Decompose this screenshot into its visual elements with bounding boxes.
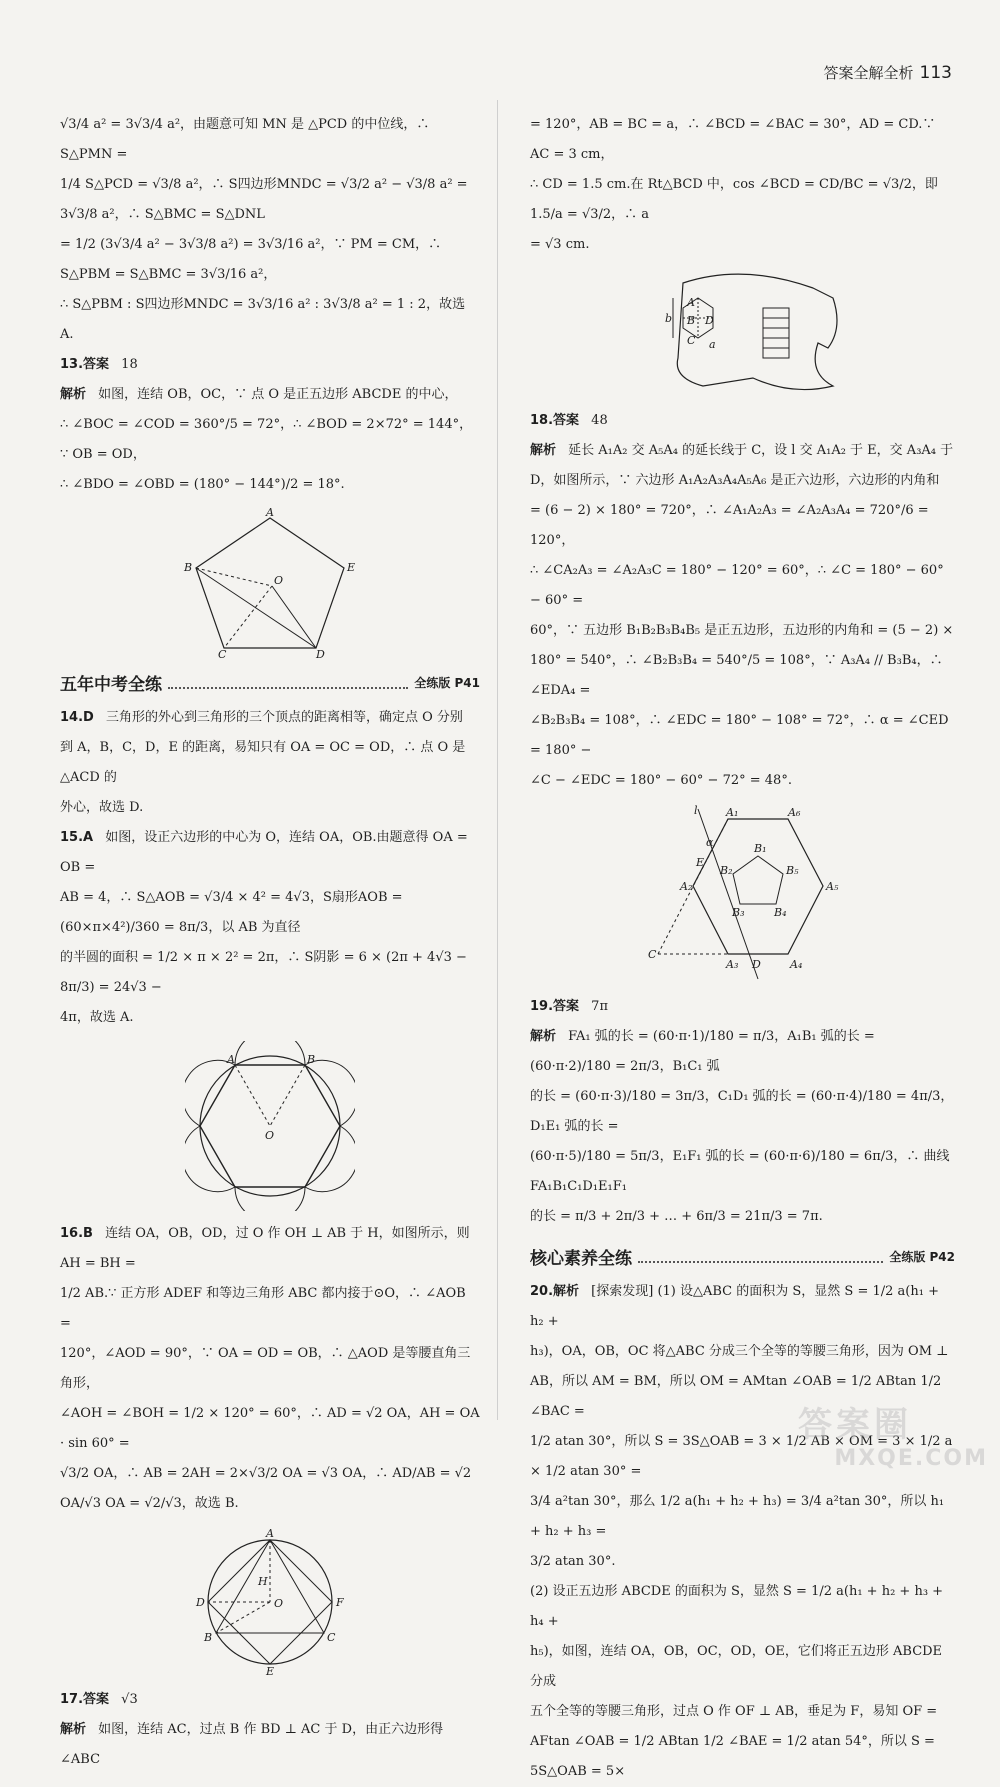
text-line	[530, 1277, 955, 1337]
fig-label: A	[686, 296, 695, 309]
q13-answer	[60, 350, 480, 380]
hexagon-flower-figure	[60, 1041, 480, 1211]
fig-label: D	[196, 1596, 205, 1609]
q15-line: 如图，设正六边形的中心为 O，连结 OA，OB.由题意得 OA = OB =	[60, 830, 468, 875]
q13-analysis-label: 解析	[60, 387, 87, 402]
section-dots	[168, 677, 408, 689]
circle-square-triangle-figure	[60, 1527, 480, 1677]
fig-label: B₁	[753, 842, 766, 855]
pentagon-diagram	[180, 508, 360, 658]
text-line: ∴ ∠BDO = ∠OBD = (180° − 144°)/2 = 18°.	[60, 477, 345, 492]
fig-label: C	[686, 334, 695, 347]
inscribed-shapes-diagram	[190, 1527, 350, 1677]
fig-label: B₃	[731, 906, 744, 919]
q15-label: 15.A	[60, 830, 94, 845]
fig-label: B₅	[785, 864, 798, 877]
text-line: 1/2 atan 30°，所以 S = 3S△OAB = 3 × 1/2 AB × OM = 3 × 1/2 a × 1/2 atan 30° =	[530, 1434, 953, 1479]
column-divider	[497, 100, 498, 1420]
section-ref: 全练版 P42	[889, 1250, 955, 1264]
fig-label: A	[227, 1053, 235, 1066]
text-line: ∴ ∠CA₂A₃ = ∠A₂A₃C = 180° − 120° = 60°，∴ ∠C = 180° − 60° − 60° =	[530, 563, 944, 608]
fig-label: A	[266, 1527, 274, 1540]
pentagon-figure	[60, 508, 480, 658]
fig-label: D	[316, 648, 325, 658]
fig-label: E	[347, 561, 356, 574]
fig-label: B	[686, 314, 695, 327]
text-line: = (6 − 2) × 180° = 720°，∴ ∠A₁A₂A₃ = ∠A₂A₃A₄ = 720°/6 = 120°，	[530, 503, 929, 548]
wrench-diagram	[643, 268, 843, 398]
fig-label: l	[693, 804, 698, 817]
text-line	[60, 703, 480, 733]
text-line: AB，所以 AM = BM，所以 OM = AMtan ∠OAB = 1/2 ABtan 1/2 ∠BAC =	[530, 1374, 942, 1419]
q13-answer-value: 18	[121, 357, 138, 372]
watermark	[798, 1397, 988, 1471]
fig-label: O	[274, 1597, 284, 1610]
fig-label: b	[664, 312, 672, 325]
q19-line: FA₁ 弧的长 = (60·π·1)/180 = π/3，A₁B₁ 弧的长 = (60·π·2)/180 = 2π/3，B₁C₁ 弧	[530, 1029, 875, 1074]
q14-line: 三角形的外心到三角形的三个顶点的距离相等，确定点 O 分别	[105, 710, 463, 725]
fig-label: B	[307, 1053, 316, 1066]
q17-analysis-label: 解析	[60, 1722, 87, 1737]
page-number: 113	[919, 62, 952, 83]
section-header-five-year	[60, 670, 480, 695]
text-line: (60·π·5)/180 = 5π/3，E₁F₁ 弧的长 = (60·π·6)/180 = 6π/3，∴ 曲线 FA₁B₁C₁D₁E₁F₁	[530, 1149, 950, 1194]
text-line: 60°，∵ 五边形 B₁B₂B₃B₄B₅ 是正五边形，五边形的内角和 = (5 − 2) ×	[530, 623, 954, 638]
q19-label: 19.答案	[530, 999, 580, 1014]
hexagon-pentagon-figure	[530, 804, 955, 984]
q19-answer-value: 7π	[591, 999, 608, 1014]
text-line: 4π，故选 A.	[60, 1010, 134, 1025]
text-line: 1/2 AB.∵ 正方形 ADEF 和等边三角形 ABC 都内接于⊙O，∴ ∠AOB =	[60, 1286, 466, 1331]
q13-line: 如图，连结 OB，OC，∵ 点 O 是正五边形 ABCDE 的中心，	[98, 387, 458, 402]
text-line: √3/4 a² = 3√3/4 a²，由题意可知 MN 是 △PCD 的中位线，∴ S△PMN =	[60, 117, 430, 162]
hexagon-pentagon-diagram	[638, 804, 848, 984]
text-line	[530, 436, 955, 466]
text-line: AFtan ∠OAB = 1/2 ABtan 1/2 ∠BAE = 1/2 atan 54°，所以 S = 5S△OAB = 5×	[530, 1734, 935, 1779]
q13-label: 13.答案	[60, 357, 110, 372]
q18-label: 18.答案	[530, 413, 580, 428]
text-line: ∠AOH = ∠BOH = 1/2 × 120° = 60°，∴ AD = √2 OA，AH = OA · sin 60° =	[60, 1406, 480, 1451]
watermark-text: 答案圈	[798, 1405, 912, 1445]
text-line	[530, 1022, 955, 1082]
q17-answer	[60, 1685, 480, 1715]
wrench-figure	[530, 268, 955, 398]
fig-label: A₄	[789, 958, 802, 971]
right-column	[530, 110, 955, 1787]
text-line: 的长 = π/3 + 2π/3 + … + 6π/3 = 21π/3 = 7π.	[530, 1209, 823, 1224]
fig-label: A₃	[725, 958, 738, 971]
text-line: ∠B₂B₃B₄ = 108°，∴ ∠EDC = 180° − 108° = 72°，∴ α = ∠CED = 180° −	[530, 713, 949, 758]
text-line: 3/2 atan 30°.	[530, 1554, 616, 1569]
q19-analysis-label: 解析	[530, 1029, 557, 1044]
text-line: 的长 = (60·π·3)/180 = 3π/3，C₁D₁ 弧的长 = (60·π·4)/180 = 4π/3，D₁E₁ 弧的长 =	[530, 1089, 954, 1134]
text-line: 外心，故选 D.	[60, 800, 144, 815]
fig-label: B	[204, 1631, 213, 1644]
q17-answer-value: √3	[121, 1692, 138, 1707]
q17-label: 17.答案	[60, 1692, 110, 1707]
q20-line: [探索发现] (1) 设△ABC 的面积为 S，显然 S = 1/2 a(h₁ + h₂ +	[530, 1284, 939, 1329]
fig-label: O	[265, 1129, 275, 1142]
text-line: 的半圆的面积 = 1/2 × π × 2² = 2π，∴ S阴影 = 6 × (2π + 4√3 − 8π/3) = 24√3 −	[60, 950, 467, 995]
text-line: ∠C − ∠EDC = 180° − 60° − 72° = 48°.	[530, 773, 792, 788]
text-line: AB = 4，∴ S△AOB = √3/4 × 4² = 4√3，S扇形AOB = (60×π×4²)/360 = 8π/3，以 AB 为直径	[60, 890, 403, 935]
fig-label: C	[327, 1631, 336, 1644]
q18-answer	[530, 406, 955, 436]
left-column	[60, 110, 480, 1775]
q17-line: 如图，连结 AC，过点 B 作 BD ⊥ AC 于 D，由正六边形得 ∠ABC	[60, 1722, 444, 1767]
text-line: 五个全等的等腰三角形，过点 O 作 OF ⊥ AB，垂足为 F，易知 OF =	[530, 1704, 938, 1719]
fig-label: D	[704, 314, 714, 327]
text-line: D，如图所示，∵ 六边形 A₁A₂A₃A₄A₅A₆ 是正六边形，六边形的内角和	[530, 473, 940, 488]
text-line	[60, 1219, 480, 1279]
watermark-url: MXQE.COM	[834, 1446, 988, 1471]
q20-label: 20.解析	[530, 1284, 580, 1299]
text-line: 180° = 540°，∴ ∠B₂B₃B₄ = 540°/5 = 108°，∵ A₃A₄ // B₃B₄，∴ ∠EDA₄ =	[530, 653, 943, 698]
text-line: h₃)，OA，OB，OC 将△ABC 分成三个全等的等腰三角形，因为 OM ⊥	[530, 1344, 949, 1359]
fig-label: A	[266, 508, 274, 519]
fig-label: F	[336, 1596, 344, 1609]
fig-label: A₆	[787, 806, 800, 819]
fig-label: D	[751, 958, 761, 971]
text-line: ∴ CD = 1.5 cm.在 Rt△BCD 中，cos ∠BCD = CD/BC = √3/2，即 1.5/a = √3/2，∴ a	[530, 177, 938, 222]
fig-label: B₄	[773, 906, 786, 919]
section-ref: 全练版 P41	[414, 676, 480, 690]
section-header-core	[530, 1244, 955, 1269]
fig-label: a	[708, 338, 716, 351]
page-header	[824, 62, 952, 83]
q18-answer-value: 48	[591, 413, 608, 428]
fig-label: B₂	[719, 864, 732, 877]
q14-label: 14.D	[60, 710, 94, 725]
section-title: 核心素养全练	[530, 1249, 632, 1269]
fig-label: A₂	[679, 880, 692, 893]
text-line: 到 A，B，C，D，E 的距离，易知只有 OA = OC = OD，∴ 点 O 是△ACD 的	[60, 740, 466, 785]
fig-label: E	[266, 1665, 275, 1677]
text-line: 120°，∠AOD = 90°，∵ OA = OD = OB，∴ △AOD 是等腰直角三角形，	[60, 1346, 471, 1391]
text-line: √3/2 OA，∴ AB = 2AH = 2×√3/2 OA = √3 OA，∴ AD/AB = √2 OA/√3 OA = √2/√3，故选 B.	[60, 1466, 472, 1511]
q18-analysis-label: 解析	[530, 443, 557, 458]
fig-label: C	[218, 648, 227, 658]
fig-label: C	[647, 948, 656, 961]
q16-label: 16.B	[60, 1226, 93, 1241]
section-title: 五年中考全练	[60, 675, 162, 695]
text-line: 1/4 S△PCD = √3/8 a²，∴ S四边形MNDC = √3/2 a² − √3/8 a² = 3√3/8 a²，∴ S△BMC = S△DNL	[60, 177, 468, 222]
fig-label: A₅	[825, 880, 838, 893]
q18-line: 延长 A₁A₂ 交 A₅A₄ 的延长线于 C，设 l 交 A₁A₂ 于 E，交 A₃A₄ 于	[568, 443, 954, 458]
q19-answer	[530, 992, 955, 1022]
text-line: = 1/2 (3√3/4 a² − 3√3/8 a²) = 3√3/16 a²，∵ PM = CM，∴ S△PBM = S△BMC = 3√3/16 a²，	[60, 237, 442, 282]
text-line	[60, 1715, 480, 1775]
fig-label: E	[695, 856, 704, 869]
text-line	[60, 823, 480, 883]
section-dots	[638, 1251, 883, 1263]
text-line: (2) 设正五边形 ABCDE 的面积为 S，显然 S = 1/2 a(h₁ + h₂ + h₃ + h₄ +	[530, 1584, 944, 1629]
text-line: = 120°，AB = BC = a，∴ ∠BCD = ∠BAC = 30°，AD = CD.∵ AC = 3 cm，	[530, 117, 936, 162]
text-line: ∴ ∠BOC = ∠COD = 360°/5 = 72°，∴ ∠BOD = 2×72° = 144°，∵ OB = OD，	[60, 417, 473, 462]
fig-label: A₁	[725, 806, 738, 819]
text-line: = √3 cm.	[530, 237, 590, 252]
text-line: ∴ S△PBM : S四边形MNDC = 3√3/16 a² : 3√3/8 a² = 1 : 2，故选 A.	[60, 297, 466, 342]
hexagon-semicircles-diagram	[185, 1041, 355, 1211]
text-line: 3/4 a²tan 30°，那么 1/2 a(h₁ + h₂ + h₃) = 3/4 a²tan 30°，所以 h₁ + h₂ + h₃ =	[530, 1494, 945, 1539]
text-line	[60, 380, 480, 410]
fig-label: α	[705, 836, 713, 849]
header-title: 答案全解全析	[823, 64, 914, 82]
fig-label: B	[184, 561, 193, 574]
fig-label: O	[274, 574, 284, 587]
fig-label: H	[258, 1575, 268, 1588]
text-line: h₅)，如图，连结 OA，OB，OC，OD，OE，它们将正五边形 ABCDE 分成	[530, 1644, 943, 1689]
q16-line: 连结 OA，OB，OD，过 O 作 OH ⊥ AB 于 H，如图所示，则 AH = BH =	[60, 1226, 470, 1271]
